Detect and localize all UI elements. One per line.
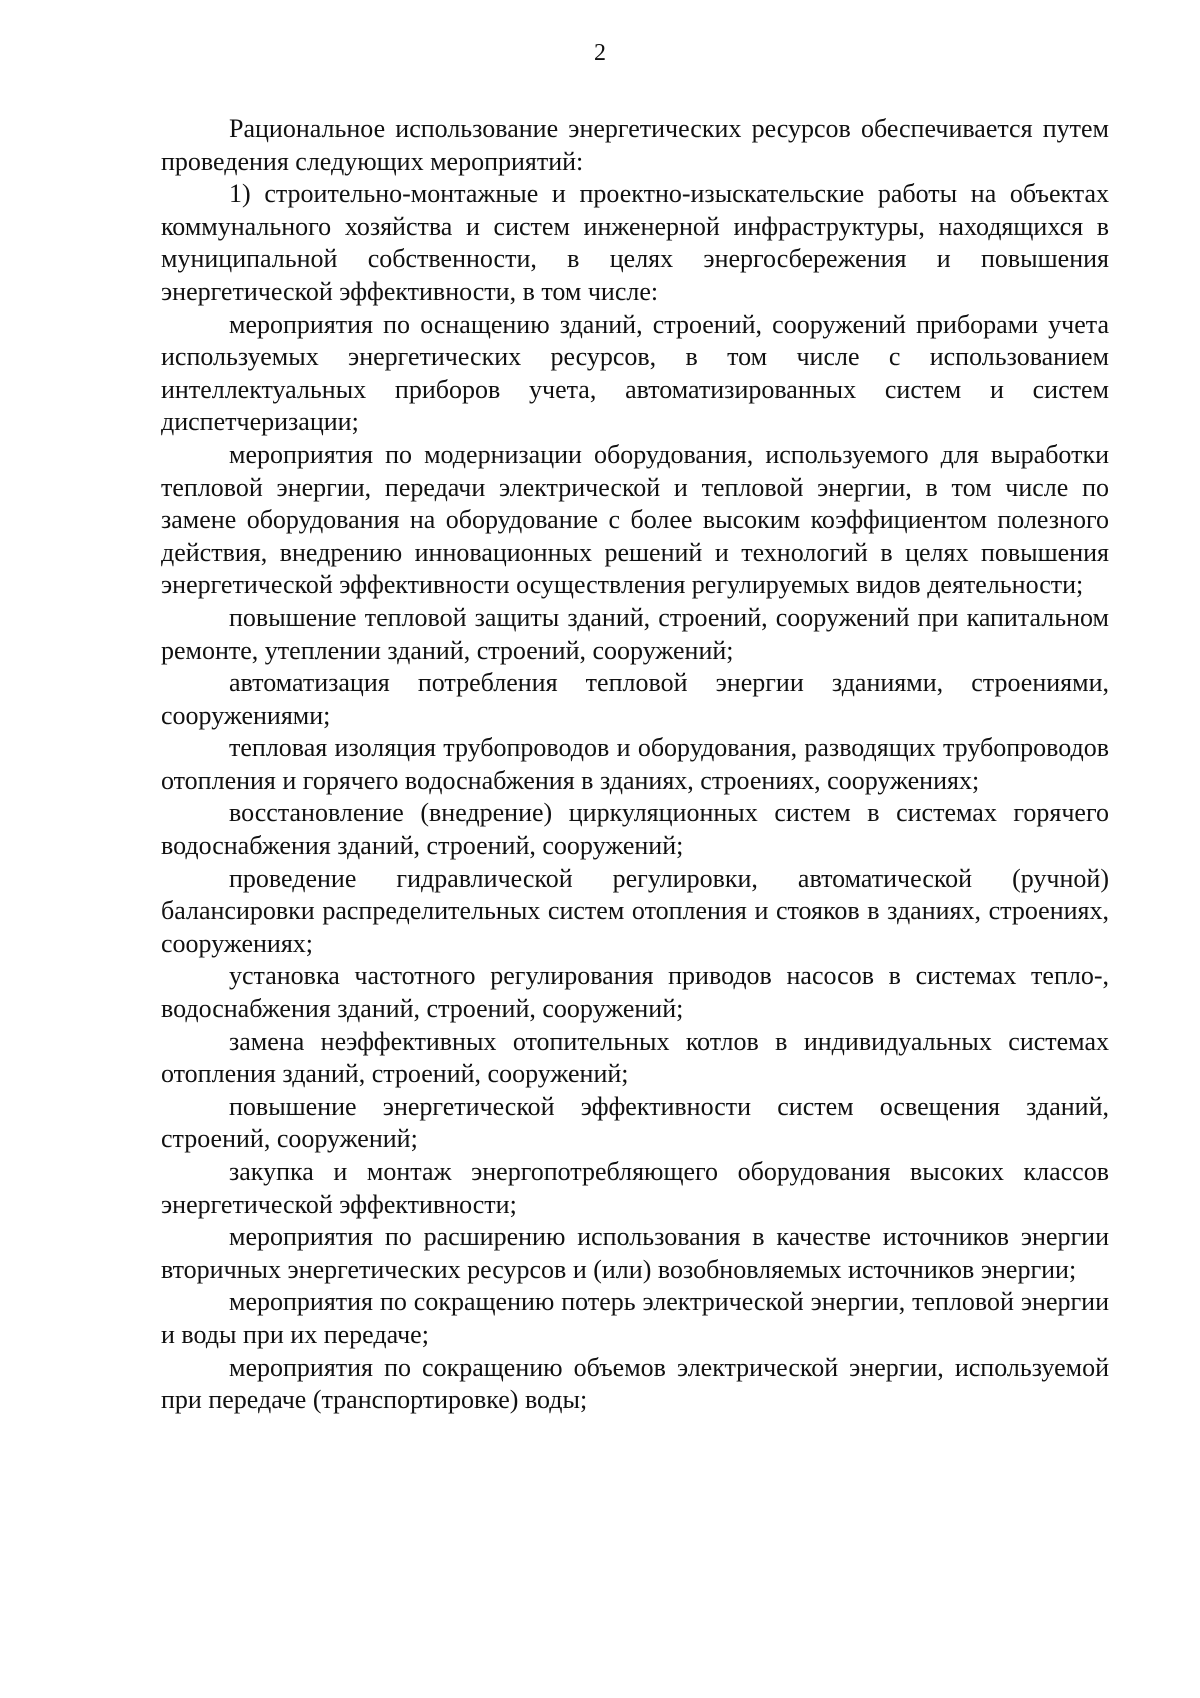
paragraph-loss-reduction: мероприятия по сокращению потерь электрической энергии, тепловой энергии и воды при их передаче; [161,1287,1109,1349]
paragraph-boiler-replacement: замена неэффективных отопительных котлов в индивидуальных системах отопления зданий, строений, сооружений; [161,1026,1109,1089]
paragraph-thermal-protection: повышение тепловой защиты зданий, строений, сооружений при капитальном ремонте, утеплении зданий, строений, сооружений; [161,602,1109,665]
paragraph-water-transport-energy: мероприятия по сокращению объемов электрической энергии, используемой при передаче (транспортировке) воды; [161,1352,1109,1415]
paragraph-equipment-procurement: закупка и монтаж энергопотребляющего оборудования высоких классов энергетической эффективности; [161,1157,1109,1219]
document-body [161,113,1109,1417]
paragraph-item-1: 1) строительно-монтажные и проектно-изыскательские работы на объектах коммунального хозяйства и систем инженерной инфраструктуры, находящихся в муниципальной собственности, в целях энергосбережения и повышения энергетической эффективности, в том числе: [161,179,1109,306]
paragraph-automation: автоматизация потребления тепловой энергии зданиями, строениями, сооружениями; [161,668,1109,730]
paragraph-intro: Рациональное использование энергетических ресурсов обеспечивается путем проведения следующих мероприятий: [161,114,1109,176]
page-number: 2 [594,40,606,66]
paragraph-modernization: мероприятия по модернизации оборудования, используемого для выработки тепловой энергии, передачи электрической и тепловой энергии, в том числе по замене оборудования на оборудование с более высоким коэффициентом полезного действия, внедрению инновационных решений и технологий в целях повышения энергетической эффективности осуществления регулируемых видов деятельности; [161,439,1109,600]
paragraph-renewable-sources: мероприятия по расширению использования в качестве источников энергии вторичных энергетических ресурсов и (или) возобновляемых источников энергии; [161,1222,1109,1284]
paragraph-metering: мероприятия по оснащению зданий, строений, сооружений приборами учета используемых энергетических ресурсов, в том числе с использованием интеллектуальных приборов учета, автоматизированных систем и систем диспетчеризации; [161,309,1109,437]
paragraph-circulation-systems: восстановление (внедрение) циркуляционных систем в системах горячего водоснабжения зданий, строений, сооружений; [161,798,1109,861]
paragraph-lighting: повышение энергетической эффективности систем освещения зданий, строений, сооружений; [161,1091,1109,1154]
paragraph-frequency-control: установка частотного регулирования приводов насосов в системах тепло-, водоснабжения зданий, строений, сооружений; [161,961,1109,1024]
paragraph-hydraulic-balancing: проведение гидравлической регулировки, автоматической (ручной) балансировки распределительных систем отопления и стояков в зданиях, строениях, сооружениях; [161,863,1109,958]
paragraph-pipe-insulation: тепловая изоляция трубопроводов и оборудования, разводящих трубопроводов отопления и горячего водоснабжения в зданиях, строениях, сооружениях; [161,733,1109,795]
